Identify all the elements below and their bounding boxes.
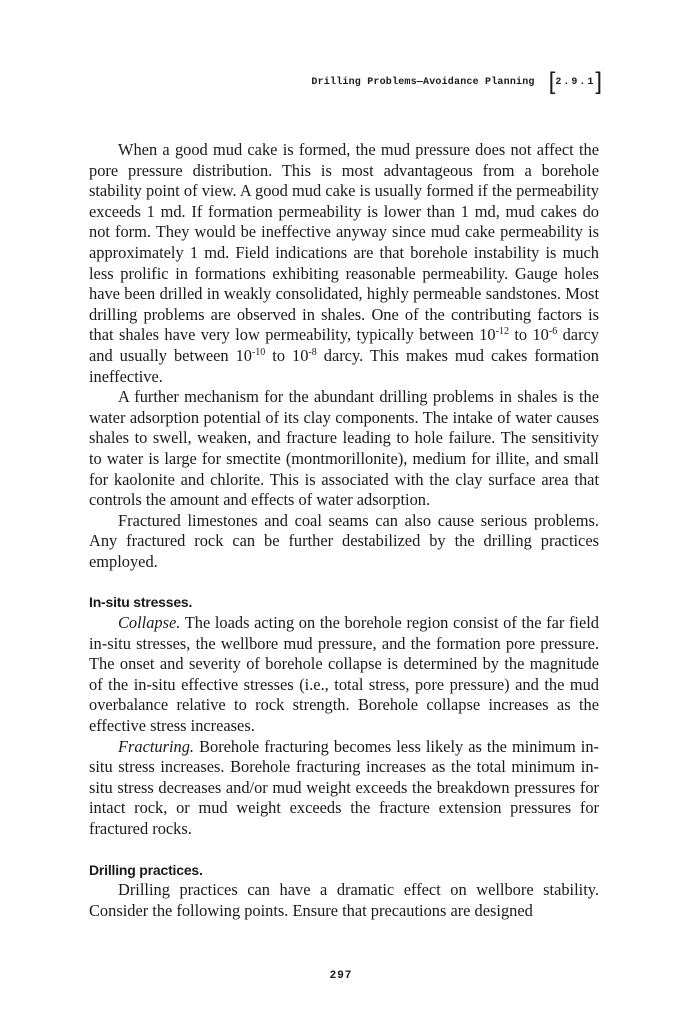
paragraph-water-adsorption: A further mechanism for the abundant drilling problems in shales is the water adsorption potential of its clay components. The intake of water causes shales to swell, weaken, and fracture leading to hole failure. The sensitivity to water is large for smectite (montmorillonite), medium for illite, and small for kaolonite and chlorite. This is associated with the clay surface area that controls the amount and effects of water adsorption. [89,387,599,510]
section-heading-in-situ-stresses: In-situ stresses. [89,594,193,611]
text-run: The loads acting on the borehole region consist of the far field in-situ stresses, the wellbore mud pressure, and the formation pore pressure. The onset and severity of borehole collapse is determined by the magnitude of the in-situ effective stresses (i.e., total stress, pore pressure) and the mud overbalance relative to rock strength. Borehole collapse increases as the effective stress increases. [89,613,599,736]
text-run: to 10 [265,345,309,365]
run-in-heading-collapse: Collapse. [118,613,181,633]
body-text [89,140,599,921]
text-run: Borehole fracturing becomes less likely as the minimum in-situ stress increases. Borehole fracturing increases as the total minimum in-situ stress decreases and/or mud weight exceeds the breakdown pressures for intact rock, or mud weight exceeds the fracture extension pressures for fractured rocks. [89,736,599,838]
paragraph-mud-cake [89,140,599,387]
running-header-title: Drilling Problems—Avoidance Planning [311,76,535,88]
section-number [549,70,602,94]
text-run: to 10 [508,325,549,345]
exponent: -12 [495,326,509,338]
exponent: -8 [308,346,317,358]
text-run: When a good mud cake is formed, the mud pressure does not affect the pore pressure distribution. This is most advantageous from a borehole stability point of view. A good mud cake is usually formed if the permeability exceeds 1 md. If formation permeability is lower than 1 md, mud cakes do not form. They would be ineffective anyway since mud cake permeability is approximately 1 md. Field indications are that borehole instability is much less prolific in formations exhibiting reasonable permeability. Gauge holes have been drilled in weakly consolidated, highly permeable sandstones. Most drilling problems are observed in shales. One of the contributing factors is that shales have very low permeability, typically between 10 [89,140,599,345]
paragraph-collapse [89,613,599,737]
page-number: 297 [329,970,353,982]
section-heading-drilling-practices: Drilling practices. [89,861,203,878]
section-bracket-open: [ [548,68,556,95]
text-run: darcy. This makes mud cakes formation ineffective. [89,345,599,386]
running-header [311,70,602,94]
paragraph-drilling-practices: Drilling practices can have a dramatic effect on wellbore stability. Consider the following points. Ensure that precautions are designed [89,880,599,920]
paragraph-fractured-limestones: Fractured limestones and coal seams can also cause serious problems. Any fractured rock can be further destabilized by the drilling practices employed. [89,510,599,571]
exponent: -6 [548,326,558,338]
text-run: darcy and usually between 10 [89,325,600,365]
section-bracket-close: ] [595,68,602,95]
exponent: -10 [251,346,266,358]
paragraph-fracturing [89,737,599,840]
section-number-text: 2.9.1 [555,76,596,88]
run-in-heading-fracturing: Fracturing. [118,736,195,756]
